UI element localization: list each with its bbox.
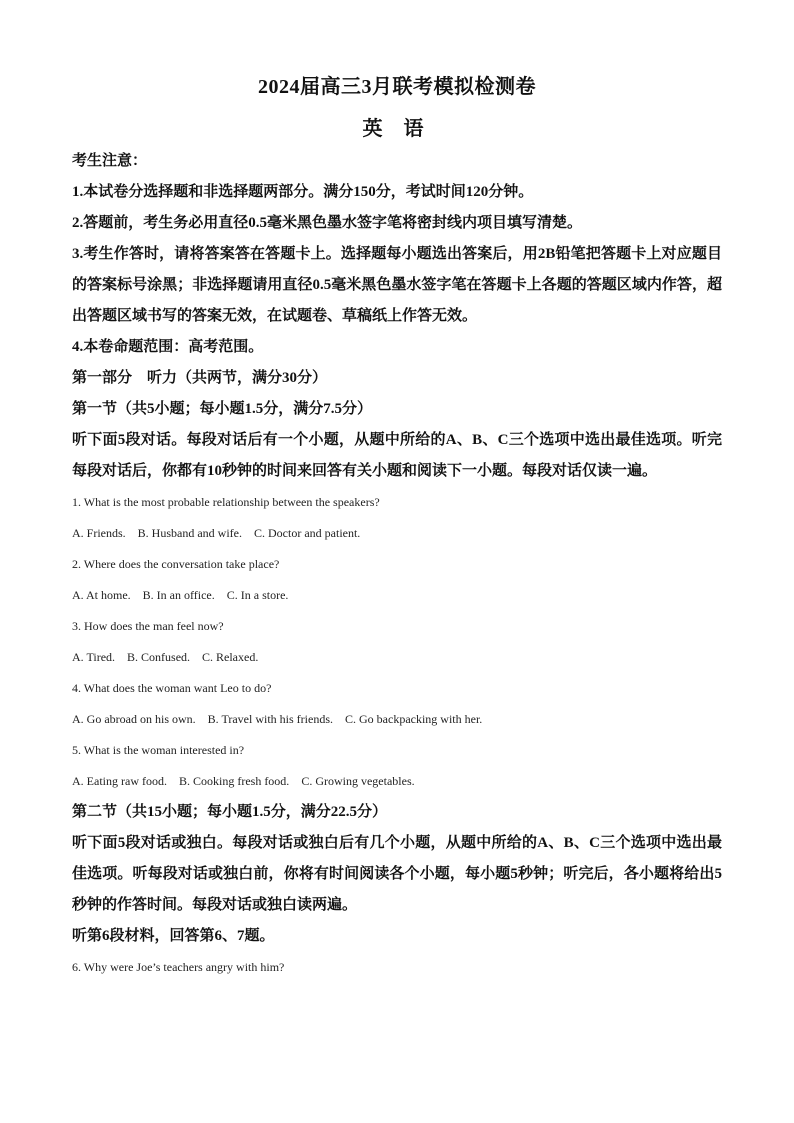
section2-title: 第二节（共15小题；每小题1.5分，满分22.5分） [72,804,388,820]
option-b: B. In an office. [142,588,215,602]
notice-item-2: 2.答题前，考生务必用直径0.5毫米黑色墨水签字笔将密封线内项目填写清楚。 [72,215,583,231]
subject-title: 英 语 [362,118,432,140]
notice-item-1: 1.本试卷分选择题和非选择题两部分。满分150分，考试时间120分钟。 [72,184,534,200]
question-2: 2. Where does the conversation take place? [72,557,280,571]
question-4: 4. What does the woman want Leo to do? [72,681,272,695]
section1-instructions: 听下面5段对话。每段对话后有一个小题，从题中所给的A、B、C三个选项中选出最佳选项。听完每段对话后，你都有10秒钟的时间来回答有关小题和阅读下一小题。每段对话仅读一遍。 [72,432,722,479]
question-4-options [72,704,722,735]
exam-title: 2024届高三3月联考模拟检测卷 [258,76,536,98]
material-note: 听第6段材料，回答第6、7题。 [72,928,275,944]
option-a: A. Friends. [72,526,126,540]
option-b: B. Husband and wife. [137,526,242,540]
question-5-options [72,766,722,797]
option-c: C. Relaxed. [202,650,259,664]
notice-item-4: 4.本卷命题范围：高考范围。 [72,339,264,355]
option-b: B. Confused. [127,650,191,664]
option-c: C. In a store. [226,588,289,602]
option-a: A. Eating raw food. [72,774,167,788]
option-c: C. Go backpacking with her. [345,712,483,726]
question-2-options [72,580,722,611]
notice-item-3: 3.考生作答时，请将答案答在答题卡上。选择题每小题选出答案后，用2B铅笔把答题卡上对应题目的答案标号涂黑；非选择题请用直径0.5毫米黑色墨水签字笔在答题卡上各题的答题区域内作答，超出答题区域书写的答案无效，在试题卷、草稿纸上作答无效。 [72,246,722,324]
section1-title: 第一节（共5小题；每小题1.5分，满分7.5分） [72,401,373,417]
section2-instructions: 听下面5段对话或独白。每段对话或独白后有几个小题，从题中所给的A、B、C三个选项中选出最佳选项。听每段对话或独白前，你将有时间阅读各个小题，每小题5秒钟；听完后，各小题将给出5秒钟的作答时间。每段对话或独白读两遍。 [72,835,722,913]
question-1: 1. What is the most probable relationship between the speakers? [72,495,380,509]
option-b: B. Travel with his friends. [207,712,333,726]
question-6: 6. Why were Joe’s teachers angry with him? [72,960,285,974]
exam-content [72,146,722,983]
option-a: A. At home. [72,588,131,602]
part1-title: 第一部分 听力（共两节，满分30分） [72,370,328,386]
question-1-options [72,518,722,549]
option-b: B. Cooking fresh food. [178,774,290,788]
question-5: 5. What is the woman interested in? [72,743,245,757]
option-c: C. Doctor and patient. [254,526,361,540]
option-a: A. Tired. [72,650,116,664]
option-c: C. Growing vegetables. [301,774,415,788]
notice-heading: 考生注意： [72,153,148,169]
question-3: 3. How does the man feel now? [72,619,224,633]
question-3-options [72,642,722,673]
option-a: A. Go abroad on his own. [72,712,196,726]
